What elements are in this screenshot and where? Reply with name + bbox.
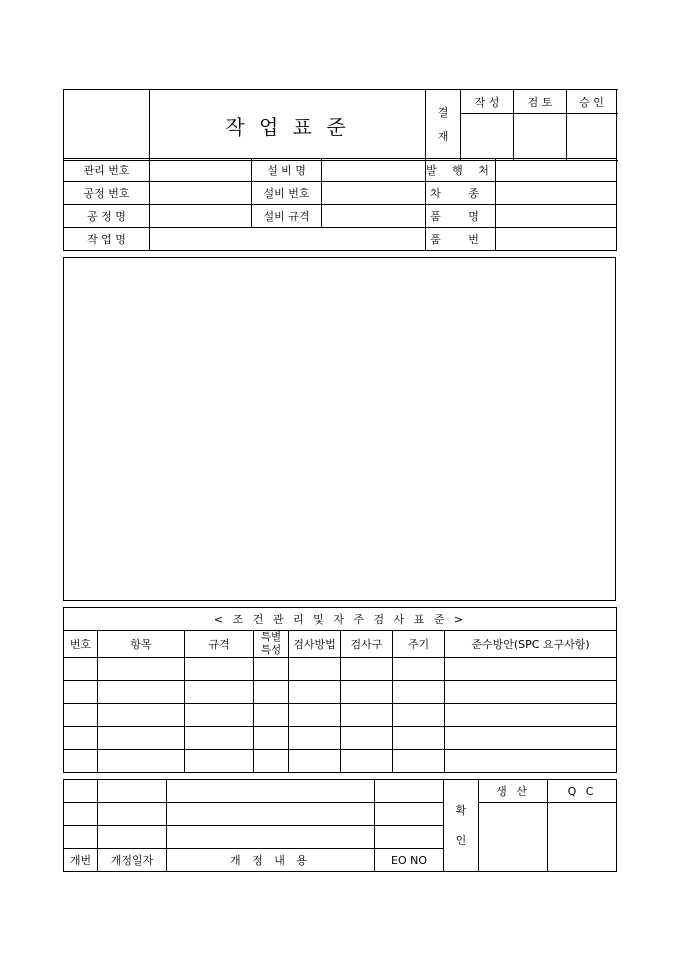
cell[interactable]	[375, 826, 444, 849]
info-table	[63, 158, 617, 251]
rev-header-content: 개 정 내 용	[167, 849, 375, 872]
work-content-area[interactable]	[63, 257, 616, 601]
approval-label-1: 결	[437, 106, 449, 119]
col-header-no: 번호	[64, 631, 98, 658]
cell[interactable]	[445, 704, 617, 727]
confirm-col-qc: Q C	[548, 780, 617, 803]
info-value[interactable]	[322, 205, 426, 228]
cell[interactable]	[445, 727, 617, 750]
table-row	[64, 750, 617, 773]
col-header-compliance: 준수방안(SPC 요구사항)	[445, 631, 617, 658]
revision-table	[63, 779, 617, 872]
info-value[interactable]	[322, 182, 426, 205]
approval-sign-review[interactable]	[514, 114, 567, 160]
header-blank-cell	[64, 90, 150, 161]
cell[interactable]	[289, 704, 341, 727]
rev-header-date: 개정일자	[98, 849, 167, 872]
revision-row	[64, 780, 617, 803]
special-label-2: 특성	[260, 644, 282, 656]
col-header-item: 항목	[98, 631, 185, 658]
cell[interactable]	[98, 658, 185, 681]
cell[interactable]	[254, 681, 289, 704]
cell[interactable]	[185, 727, 254, 750]
cell[interactable]	[185, 704, 254, 727]
cell[interactable]	[98, 750, 185, 773]
info-value[interactable]	[496, 205, 617, 228]
approval-signature-row	[461, 114, 617, 161]
page-title: 작 업 표 준	[150, 90, 426, 161]
cell[interactable]	[445, 658, 617, 681]
approval-label-2: 재	[437, 130, 449, 143]
info-value-wide[interactable]	[150, 228, 426, 251]
cell[interactable]	[64, 658, 98, 681]
cell[interactable]	[185, 750, 254, 773]
cell[interactable]	[98, 681, 185, 704]
info-label: 품 번	[426, 228, 496, 251]
info-value[interactable]	[496, 182, 617, 205]
cell[interactable]	[64, 803, 98, 826]
cell[interactable]	[98, 803, 167, 826]
cell[interactable]	[341, 727, 393, 750]
info-value[interactable]	[496, 159, 617, 182]
cell[interactable]	[289, 658, 341, 681]
confirm-sign-production[interactable]	[479, 803, 548, 872]
confirm-col-production: 생 산	[479, 780, 548, 803]
cell[interactable]	[445, 681, 617, 704]
cell[interactable]	[64, 750, 98, 773]
cell[interactable]	[393, 750, 445, 773]
cell[interactable]	[64, 826, 98, 849]
info-value[interactable]	[150, 182, 252, 205]
info-label: 설 비 명	[252, 159, 322, 182]
confirm-sign-qc[interactable]	[548, 803, 617, 872]
special-label-1: 특별	[260, 631, 282, 643]
cell[interactable]	[185, 658, 254, 681]
approval-label	[426, 90, 461, 161]
rev-header-eo: EO NO	[375, 849, 444, 872]
info-label: 설비 규격	[252, 205, 322, 228]
cell[interactable]	[445, 750, 617, 773]
cell[interactable]	[98, 780, 167, 803]
confirm-label-1: 확	[455, 803, 467, 817]
cell[interactable]	[167, 803, 375, 826]
cell[interactable]	[289, 681, 341, 704]
cell[interactable]	[64, 704, 98, 727]
cell[interactable]	[393, 681, 445, 704]
inspection-table	[63, 607, 617, 773]
info-value[interactable]	[150, 159, 252, 182]
cell[interactable]	[254, 727, 289, 750]
inspection-title: < 조 건 관 리 및 자 주 검 사 표 준 >	[64, 608, 617, 631]
info-label: 작 업 명	[64, 228, 150, 251]
cell[interactable]	[341, 750, 393, 773]
revision-row	[64, 803, 617, 826]
col-header-method: 검사방법	[289, 631, 341, 658]
cell[interactable]	[375, 780, 444, 803]
rev-header-no: 개번	[64, 849, 98, 872]
cell[interactable]	[64, 780, 98, 803]
table-row	[64, 681, 617, 704]
confirm-label	[444, 780, 479, 872]
cell[interactable]	[98, 704, 185, 727]
info-label: 품 명	[426, 205, 496, 228]
approval-sign-author[interactable]	[461, 114, 514, 160]
cell[interactable]	[98, 727, 185, 750]
cell[interactable]	[393, 704, 445, 727]
info-label: 설비 번호	[252, 182, 322, 205]
cell[interactable]	[375, 803, 444, 826]
info-label: 발 행 처	[426, 159, 496, 182]
header-table	[63, 89, 617, 161]
col-header-spec: 규격	[185, 631, 254, 658]
table-row	[64, 704, 617, 727]
cell[interactable]	[289, 727, 341, 750]
info-label: 공 정 명	[64, 205, 150, 228]
info-label: 공정 번호	[64, 182, 150, 205]
info-value[interactable]	[496, 228, 617, 251]
cell[interactable]	[167, 826, 375, 849]
cell[interactable]	[254, 750, 289, 773]
cell[interactable]	[254, 704, 289, 727]
cell[interactable]	[393, 727, 445, 750]
cell[interactable]	[254, 658, 289, 681]
table-row	[64, 658, 617, 681]
cell[interactable]	[167, 780, 375, 803]
cell[interactable]	[341, 658, 393, 681]
approval-col-approve: 승 인	[567, 90, 616, 113]
approval-col-author: 작 성	[461, 90, 514, 113]
cell[interactable]	[341, 681, 393, 704]
cell[interactable]	[64, 681, 98, 704]
info-label: 차 종	[426, 182, 496, 205]
cell[interactable]	[98, 826, 167, 849]
confirm-label-2: 인	[455, 833, 467, 847]
info-label: 관리 번호	[64, 159, 150, 182]
cell[interactable]	[289, 750, 341, 773]
approval-col-review: 검 토	[514, 90, 567, 113]
col-header-cycle: 주기	[393, 631, 445, 658]
approval-sign-approve[interactable]	[567, 114, 616, 160]
col-header-special	[254, 631, 289, 658]
info-value[interactable]	[150, 205, 252, 228]
cell[interactable]	[185, 681, 254, 704]
info-value[interactable]	[322, 159, 426, 182]
cell[interactable]	[393, 658, 445, 681]
cell[interactable]	[341, 704, 393, 727]
approval-header	[461, 90, 617, 114]
col-header-gauge: 검사구	[341, 631, 393, 658]
table-row	[64, 727, 617, 750]
cell[interactable]	[64, 727, 98, 750]
